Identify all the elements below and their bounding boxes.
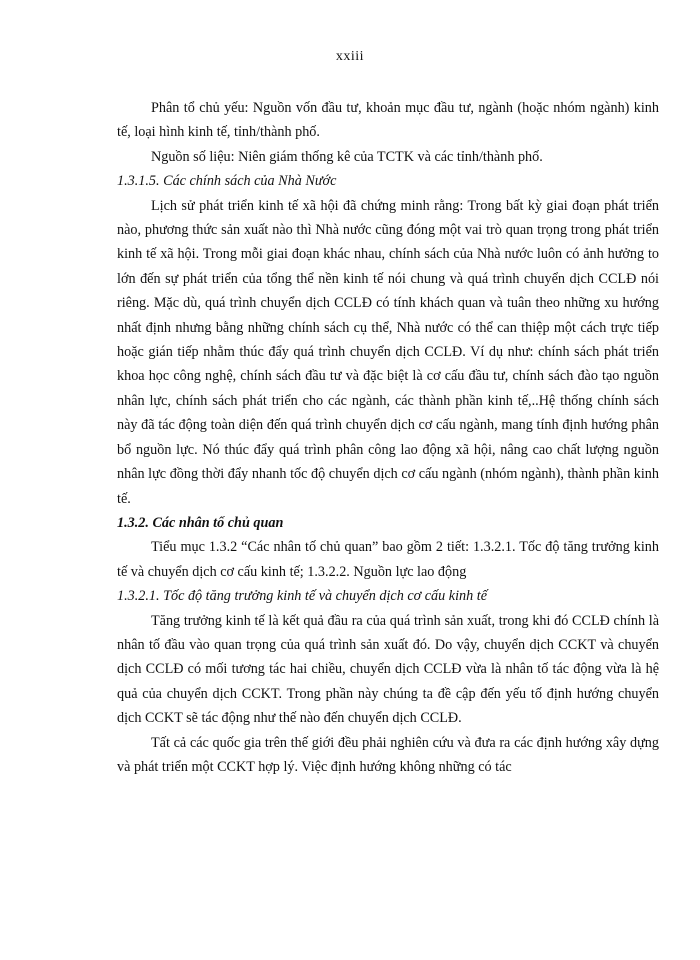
- paragraph-classification: Phân tổ chủ yếu: Nguồn vốn đầu tư, khoản mục đầu tư, ngành (hoặc nhóm ngành) kinh tế, loại hình kinh tế, tỉnh/thành phố.: [117, 100, 659, 141]
- section-heading-1-3-2-1: 1.3.2.1. Tốc độ tăng trưởng kinh tế và chuyển dịch cơ cấu kinh tế: [117, 588, 487, 605]
- paragraph-state-policy: Lịch sử phát triển kinh tế xã hội đã chứng minh rằng: Trong bất kỳ giai đoạn phát triển nào, phương thức sản xuất nào thì Nhà nước cũng đóng một vai trò quan trọng trong phát triển kinh tế xã hội. Trong mỗi giai đoạn khác nhau, chính sách của Nhà nước luôn có ảnh hưởng to lớn đến sự phát triển của tổng thể nền kinh tế nói chung và quá trình chuyển dịch CCLĐ nói riêng. Mặc dù, quá trình chuyển dịch CCLĐ có tính khách quan và tuân theo những xu hướng nhất định nhưng bằng những chính sách cụ thể, Nhà nước có thể can thiệp một cách trực tiếp hoặc gián tiếp nhằm thúc đẩy quá trình chuyển dịch CCLĐ. Ví dụ như: chính sách phát triển khoa học công nghệ, chính sách đầu tư và đặc biệt là cơ cấu đầu tư, chính sách đào tạo nguồn nhân lực, chính sách phát triển cho các ngành, các thành phần kinh tế,..Hệ thống chính sách này đã tác động toàn diện đến quá trình chuyển dịch cơ cấu ngành, mang tính định hướng phân bổ nguồn lực. Nó thúc đẩy quá trình phân công lao động xã hội, nâng cao chất lượng nguồn nhân lực đồng thời đẩy nhanh tốc độ chuyển dịch cơ cấu ngành (nhóm ngành), thành phần kinh tế.: [117, 197, 659, 507]
- paragraph-subsection-intro: Tiểu mục 1.3.2 “Các nhân tố chủ quan” bao gồm 2 tiết: 1.3.2.1. Tốc độ tăng trưởng kinh tế và chuyển dịch cơ cấu kinh tế; 1.3.2.2. Nguồn lực lao động: [117, 539, 659, 580]
- section-heading-1-3-2: 1.3.2. Các nhân tố chủ quan: [117, 514, 284, 531]
- page-number: xxiii: [335, 49, 365, 64]
- document-body: [117, 96, 659, 779]
- section-heading-1-3-1-5: 1.3.1.5. Các chính sách của Nhà Nước: [117, 173, 337, 190]
- paragraph-data-source: Nguồn số liệu: Niên giám thống kê của TCTK và các tỉnh/thành phố.: [151, 148, 543, 165]
- paragraph-orientation: Tất cả các quốc gia trên thế giới đều phải nghiên cứu và đưa ra các định hướng xây dựng và phát triển một CCKT hợp lý. Việc định hướng không những có tác: [117, 734, 659, 775]
- paragraph-growth-structure: Tăng trưởng kinh tế là kết quả đầu ra của quá trình sản xuất, trong khi đó CCLĐ chính là nhân tố đầu vào quan trọng của quá trình sản xuất đó. Do vậy, chuyển dịch CCKT và chuyển dịch CCLĐ có mối tương tác hai chiều, chuyển dịch CCLĐ vừa là nhân tố tác động vừa là hệ quả của chuyển dịch CCKT. Trong phần này chúng ta đề cập đến yếu tố định hướng chuyển dịch CCKT sẽ tác động như thế nào đến chuyển dịch CCLĐ.: [117, 612, 659, 727]
